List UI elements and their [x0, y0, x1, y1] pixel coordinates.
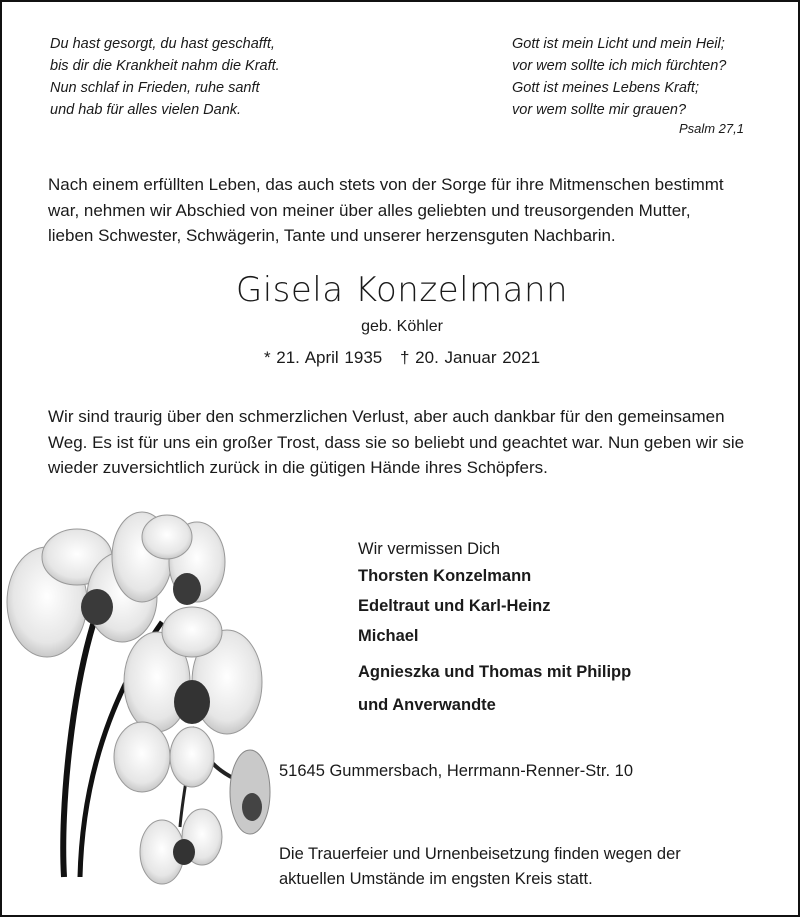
deceased-name: Gisela Konzelmann — [235, 270, 569, 310]
signer-name: Michael — [358, 627, 419, 645]
orchid-illustration — [2, 507, 277, 887]
funeral-note-line: aktuellen Umstände im engsten Kreis statt. — [279, 870, 593, 888]
poem-right-line: Gott ist mein Licht und mein Heil; — [512, 36, 725, 52]
poem-right-line: vor wem sollte mir grauen? — [512, 102, 687, 118]
poem-right — [512, 33, 726, 121]
death-date: † 20. Januar 2021 — [399, 348, 541, 367]
signer-name: und Anverwandte — [358, 696, 496, 714]
orchid-bud — [230, 750, 270, 834]
maiden-name: geb. Köhler — [361, 318, 443, 335]
poem-right-line: vor wem sollte ich mich fürchten? — [512, 58, 727, 74]
closing-paragraph — [48, 404, 768, 481]
poem-left-line: und hab für alles vielen Dank. — [50, 102, 242, 118]
signers-block — [358, 538, 631, 716]
poem-left-line: Du hast gesorgt, du hast geschafft, — [50, 36, 275, 52]
psalm-reference: Psalm 27,1 — [678, 121, 744, 136]
poem-left-line: bis dir die Krankheit nahm die Kraft. — [50, 58, 280, 74]
orchid-flower — [114, 722, 214, 792]
address: 51645 Gummersbach, Herrmann-Renner-Str. 10 — [279, 762, 633, 780]
funeral-note-line: Die Trauerfeier und Urnenbeisetzung finden wegen der — [279, 845, 681, 863]
funeral-note — [279, 842, 681, 892]
intro-line: lieben Schwester, Schwägerin, Tante und unserer herzensguten Nachbarin. — [48, 226, 616, 245]
closing-line: Wir sind traurig über den schmerzlichen Verlust, aber auch dankbar für den gemeinsamen — [48, 407, 725, 426]
life-dates — [2, 348, 800, 368]
closing-line: wieder zuversichtlich zurück in die gütigen Hände ihres Schöpfers. — [48, 458, 548, 477]
intro-line: Nach einem erfüllten Leben, das auch stets von der Sorge für ihre Mitmenschen bestimmt — [48, 175, 724, 194]
intro-line: war, nehmen wir Abschied von meiner über alles geliebten und treusorgenden Mutter, — [48, 200, 691, 220]
signers-intro: Wir vermissen Dich — [358, 540, 501, 558]
intro-paragraph — [48, 172, 768, 249]
poem-left — [50, 33, 280, 121]
closing-line: Weg. Es ist für uns ein großer Trost, dass sie so beliebt und geachtet war. Nun geben wir sie — [48, 432, 745, 452]
poem-left-line: Nun schlaf in Frieden, ruhe sanft — [50, 80, 260, 96]
signer-name: Edeltraut und Karl-Heinz — [358, 597, 551, 615]
orchid-flower — [112, 512, 225, 605]
birth-date: * 21. April 1935 — [263, 348, 383, 367]
signer-name: Agnieszka und Thomas mit Philipp — [358, 663, 632, 681]
poem-right-line: Gott ist meines Lebens Kraft; — [512, 80, 699, 96]
signer-name: Thorsten Konzelmann — [358, 567, 532, 585]
